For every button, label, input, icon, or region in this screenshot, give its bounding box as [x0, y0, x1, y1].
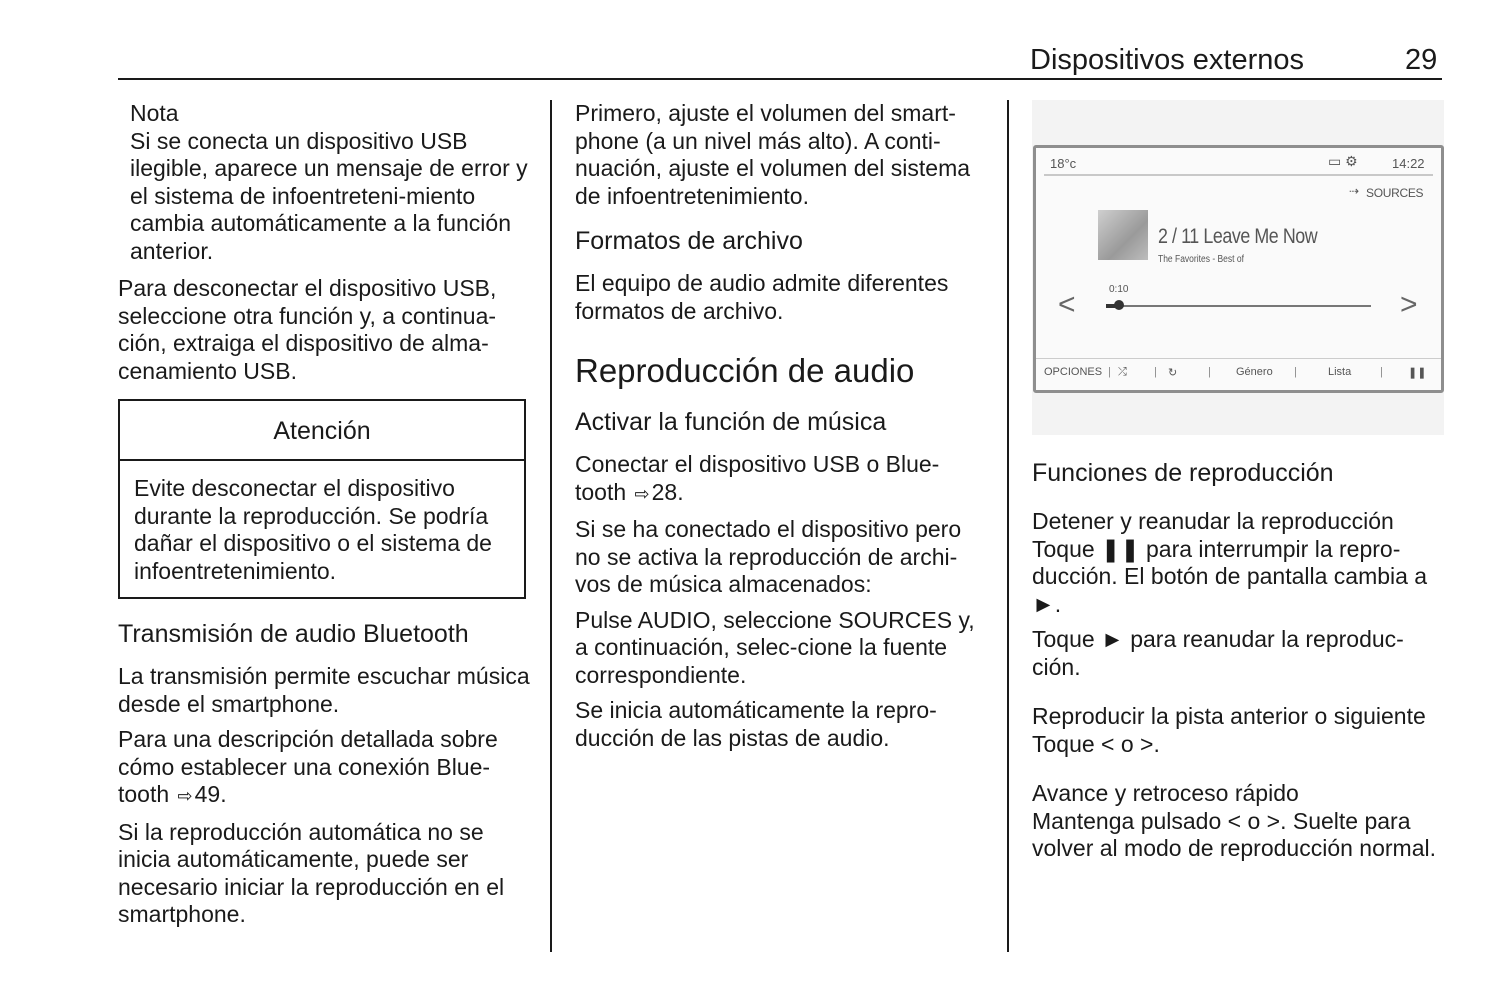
phone-icon: ▭: [1328, 153, 1342, 169]
attention-box: [118, 399, 526, 599]
fastforward-heading: Avance y retroceso rápido: [1032, 780, 1299, 806]
column-2: [575, 100, 987, 760]
formats-paragraph: El equipo de audio admite diferentes formatos de archivo.: [575, 270, 949, 324]
bluetooth-paragraph-2-text: Para una descripción detallada sobre cómo establecer una conexión Blue-tooth: [118, 726, 498, 807]
bluetooth-paragraph-3: Si la reproducción automática no se inicia automáticamente, puede ser necesario iniciar la reproducción en el smartphone.: [118, 818, 505, 927]
separator: |: [1380, 366, 1383, 378]
page-ref-link[interactable]: 28.: [651, 478, 684, 505]
auto-paragraph: Se inicia automáticamente la repro-ducción de las pistas de audio.: [575, 697, 937, 751]
playback-heading: Reproducción de audio: [575, 352, 915, 389]
volume-paragraph: Primero, ajuste el volumen del smart-phone (a un nivel más alto). A conti-nuación, ajuste el volumen del sistema de infoentretenimiento.: [575, 100, 971, 209]
prevnext-heading: Reproducir la pista anterior o siguiente: [1032, 703, 1426, 729]
column-3: [1032, 458, 1444, 871]
temperature-readout: 18°c: [1050, 156, 1077, 171]
prevnext-paragraph: Toque < o >.: [1032, 730, 1160, 757]
page-ref-link[interactable]: 49.: [194, 781, 227, 807]
section-title: Dispositivos externos: [1030, 44, 1304, 76]
press-paragraph: Pulse AUDIO, seleccione SOURCES y, a continuación, selec-cione la fuente correspondiente.: [575, 606, 975, 688]
bluetooth-heading: Transmisión de audio Bluetooth: [118, 620, 469, 648]
fastforward-paragraph: Mantenga pulsado < o >. Suelte para volver al modo de reproducción normal.: [1032, 807, 1436, 861]
infotainment-screen-figure: [1032, 100, 1444, 435]
screen-divider: [1044, 174, 1433, 176]
bluetooth-paragraph-2: [118, 726, 530, 811]
progress-handle[interactable]: [1114, 300, 1124, 310]
screen-divider: [1036, 358, 1441, 359]
note-box: [130, 100, 530, 265]
connected-paragraph: Si se ha conectado el dispositivo pero no se activa la reproducción de archi-vos de música almacenados:: [575, 516, 962, 597]
list-button[interactable]: Lista: [1328, 366, 1352, 378]
note-text: Si se conecta un dispositivo USB ilegible, aparece un mensaje de error y el sistema de infoentreteni-miento cambia automáticamente a la función anterior.: [130, 127, 528, 264]
attention-title: Atención: [120, 401, 524, 461]
page-number: 29: [1405, 44, 1438, 76]
header-rule: [118, 78, 1442, 80]
column-divider: [550, 100, 552, 952]
connect-text: Conectar el dispositivo USB o Blue-tooth: [575, 451, 940, 505]
note-title: Nota: [130, 100, 179, 126]
resume-paragraph: Toque ► para reanudar la reproduc-ción.: [1032, 626, 1404, 680]
page-ref-icon: ⇨: [177, 786, 193, 806]
options-button[interactable]: OPCIONES: [1044, 366, 1103, 378]
track-title: 2 / 11 Leave Me Now: [1158, 225, 1318, 248]
album-name: The Favorites - Best of: [1158, 254, 1244, 265]
stop-heading: Detener y reanudar la reproducción: [1032, 508, 1394, 534]
functions-heading: Funciones de reproducción: [1032, 459, 1334, 487]
stop-paragraph: Toque ❚❚ para interrumpir la repro-ducción. El botón de pantalla cambia a ►.: [1032, 535, 1428, 617]
column-1: [118, 100, 530, 937]
connect-paragraph: [575, 451, 987, 508]
separator: |: [1208, 366, 1211, 378]
usb-icon: ⇢: [1349, 184, 1360, 198]
disconnect-paragraph: Para desconectar el dispositivo USB, seleccione otra función y, a continua-ción, extraiga el dispositivo de alma-cenamiento USB.: [118, 275, 497, 384]
formats-heading: Formatos de archivo: [575, 227, 803, 255]
progress-track[interactable]: [1106, 305, 1371, 307]
shuffle-icon[interactable]: ⤮: [1118, 366, 1127, 378]
bluetooth-paragraph-1: La transmisión permite escuchar música desde el smartphone.: [118, 663, 530, 717]
infotainment-screen: [1033, 145, 1444, 393]
separator: |: [1294, 366, 1297, 378]
next-track-icon[interactable]: >: [1400, 288, 1418, 321]
elapsed-time: 0:10: [1109, 284, 1129, 295]
status-icons: [1328, 153, 1358, 170]
separator: |: [1108, 366, 1111, 378]
separator: |: [1154, 366, 1157, 378]
column-divider: [1007, 100, 1009, 952]
sources-button[interactable]: SOURCES: [1366, 186, 1424, 200]
previous-track-icon[interactable]: <: [1058, 288, 1076, 321]
page-ref-icon: ⇨: [634, 483, 650, 504]
attention-text: Evite desconectar el dispositivo durante la reproducción. Se podría dañar el dispositivo o el sistema de infoentretenimiento.: [134, 475, 492, 584]
activate-heading: Activar la función de música: [575, 408, 887, 436]
clock: 14:22: [1392, 156, 1425, 171]
album-art: [1098, 210, 1148, 260]
settings-gear-icon[interactable]: ⚙: [1345, 153, 1358, 169]
pause-button[interactable]: ❚❚: [1408, 367, 1427, 379]
genre-button[interactable]: Género: [1236, 366, 1273, 378]
repeat-icon[interactable]: ↻: [1168, 367, 1178, 379]
